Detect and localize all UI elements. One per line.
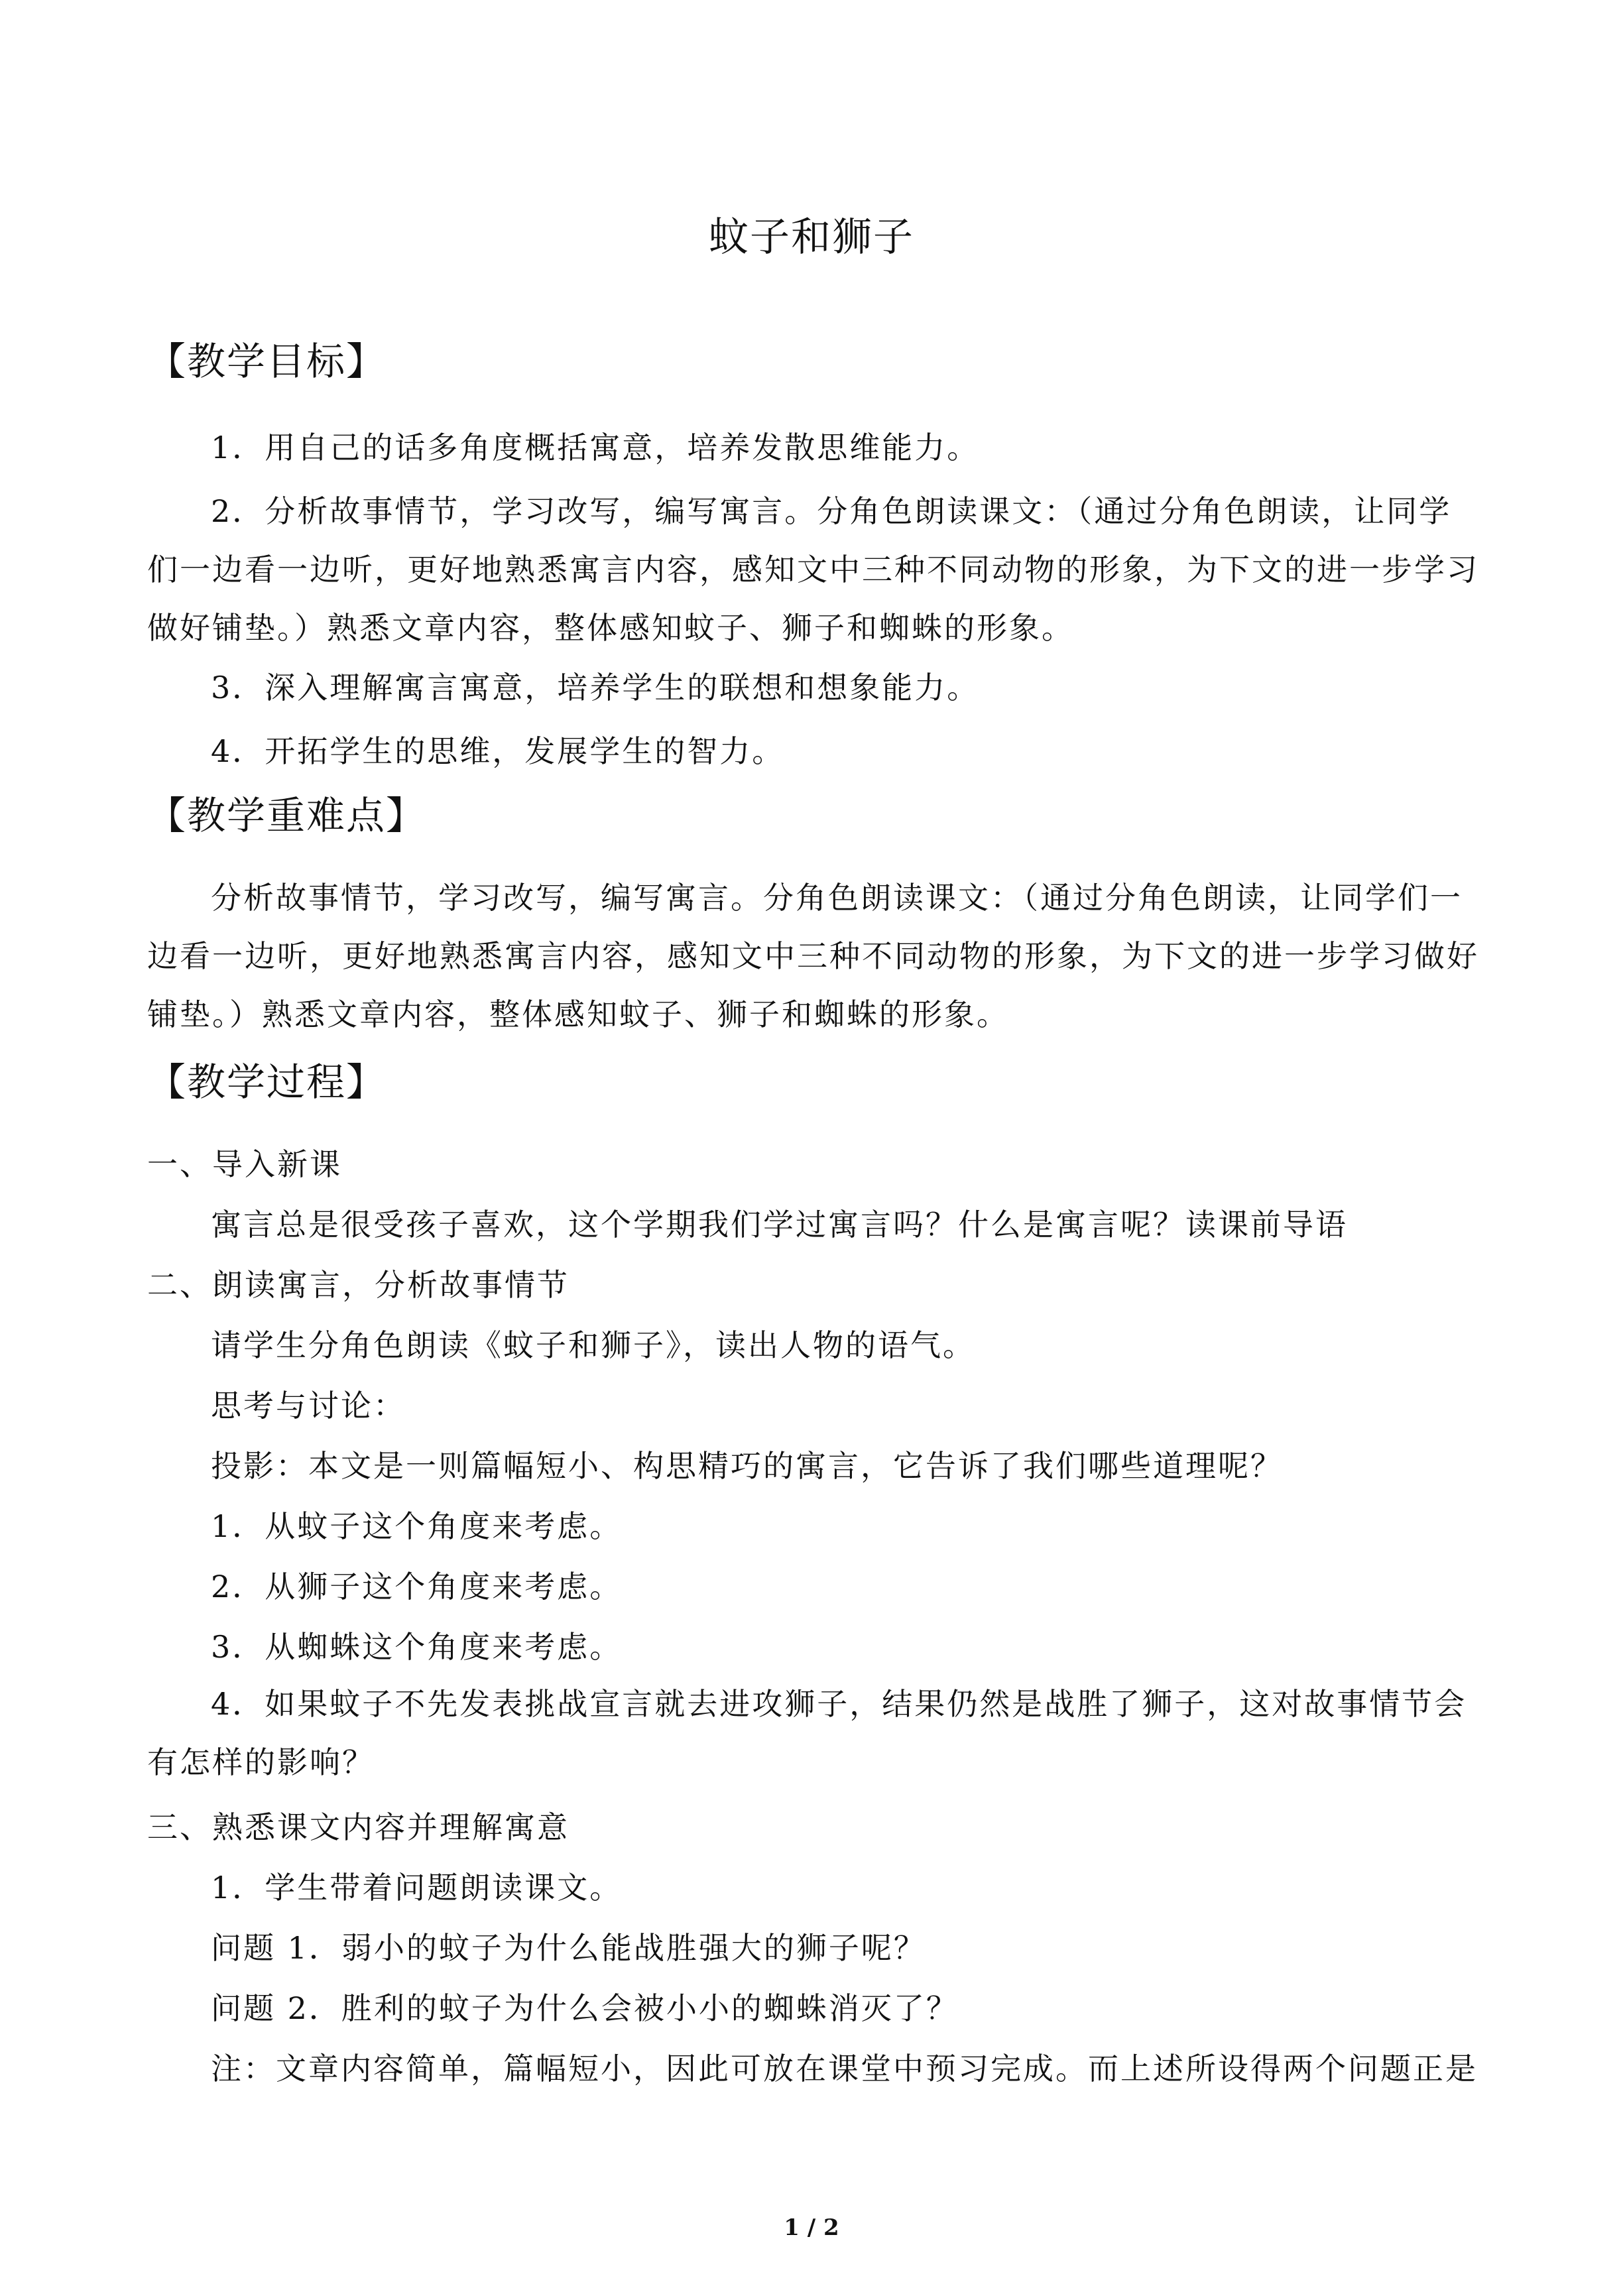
process-part3-line: 问题 1．弱小的蚊子为什么能战胜强大的狮子呢？ — [211, 1930, 926, 1966]
page-number: 1 / 2 — [784, 2214, 839, 2241]
section-heading-key-points: 【教学重难点】 — [147, 793, 426, 838]
process-part2-line: 1．从蚊子这个角度来考虑。 — [211, 1508, 623, 1544]
section-heading-process: 【教学过程】 — [147, 1059, 387, 1105]
goal-item-4: 4．开拓学生的思维，发展学生的智力。 — [211, 733, 785, 769]
process-part1-title: 一、导入新课 — [147, 1146, 342, 1182]
process-part1-text: 寓言总是很受孩子喜欢，这个学期我们学过寓言吗？什么是寓言呢？读课前导语 — [211, 1207, 1348, 1242]
process-part3-line: 注：文章内容简单，篇幅短小，因此可放在课堂中预习完成。而上述所设得两个问题正是 — [211, 2051, 1478, 2086]
process-part2-line: 请学生分角色朗读《蚊子和狮子》，读出人物的语气。 — [211, 1327, 975, 1363]
process-part3-line: 问题 2．胜利的蚊子为什么会被小小的蜘蛛消灭了？ — [211, 1990, 959, 2026]
process-part2-line: 2．从狮子这个角度来考虑。 — [211, 1569, 623, 1604]
process-part2-line: 3．从蜘蛛这个角度来考虑。 — [211, 1629, 623, 1665]
process-part3-title: 三、熟悉课文内容并理解寓意 — [147, 1809, 570, 1845]
process-part2-title: 二、朗读寓言，分析故事情节 — [147, 1267, 570, 1303]
section-heading-goals: 【教学目标】 — [147, 339, 387, 384]
process-part2-line: 思考与讨论： — [211, 1388, 406, 1423]
goal-item-1: 1．用自己的话多角度概括寓意，培养发散思维能力。 — [211, 430, 980, 465]
document-title: 蚊子和狮子 — [709, 214, 914, 261]
process-part2-line: 投影：本文是一则篇幅短小、构思精巧的寓言，它告诉了我们哪些道理呢？ — [211, 1448, 1283, 1484]
goal-item-2: 2．分析故事情节，学习改写，编写寓言。分角色朗读课文：（通过分角色朗读，让同学们一边看一边听，更好地熟悉寓言内容，感知文中三种不同动物的形象，为下文的进一步学习做好铺垫。）熟悉文章内容，整体感知蚊子、狮子和蜘蛛的形象。 — [147, 493, 1479, 646]
key-points-paragraph: 分析故事情节，学习改写，编写寓言。分角色朗读课文：（通过分角色朗读，让同学们一边看一边听，更好地熟悉寓言内容，感知文中三种不同动物的形象，为下文的进一步学习做好铺垫。）熟悉文章内容，整体感知蚊子、狮子和蜘蛛的形象。 — [147, 880, 1479, 1032]
process-part3-line: 1．学生带着问题朗读课文。 — [211, 1870, 623, 1905]
process-part2-question-4: 4．如果蚊子不先发表挑战宣言就去进攻狮子，结果仍然是战胜了狮子，这对故事情节会有怎样的影响？ — [147, 1686, 1467, 1780]
goal-item-3: 3．深入理解寓言寓意，培养学生的联想和想象能力。 — [211, 670, 980, 705]
